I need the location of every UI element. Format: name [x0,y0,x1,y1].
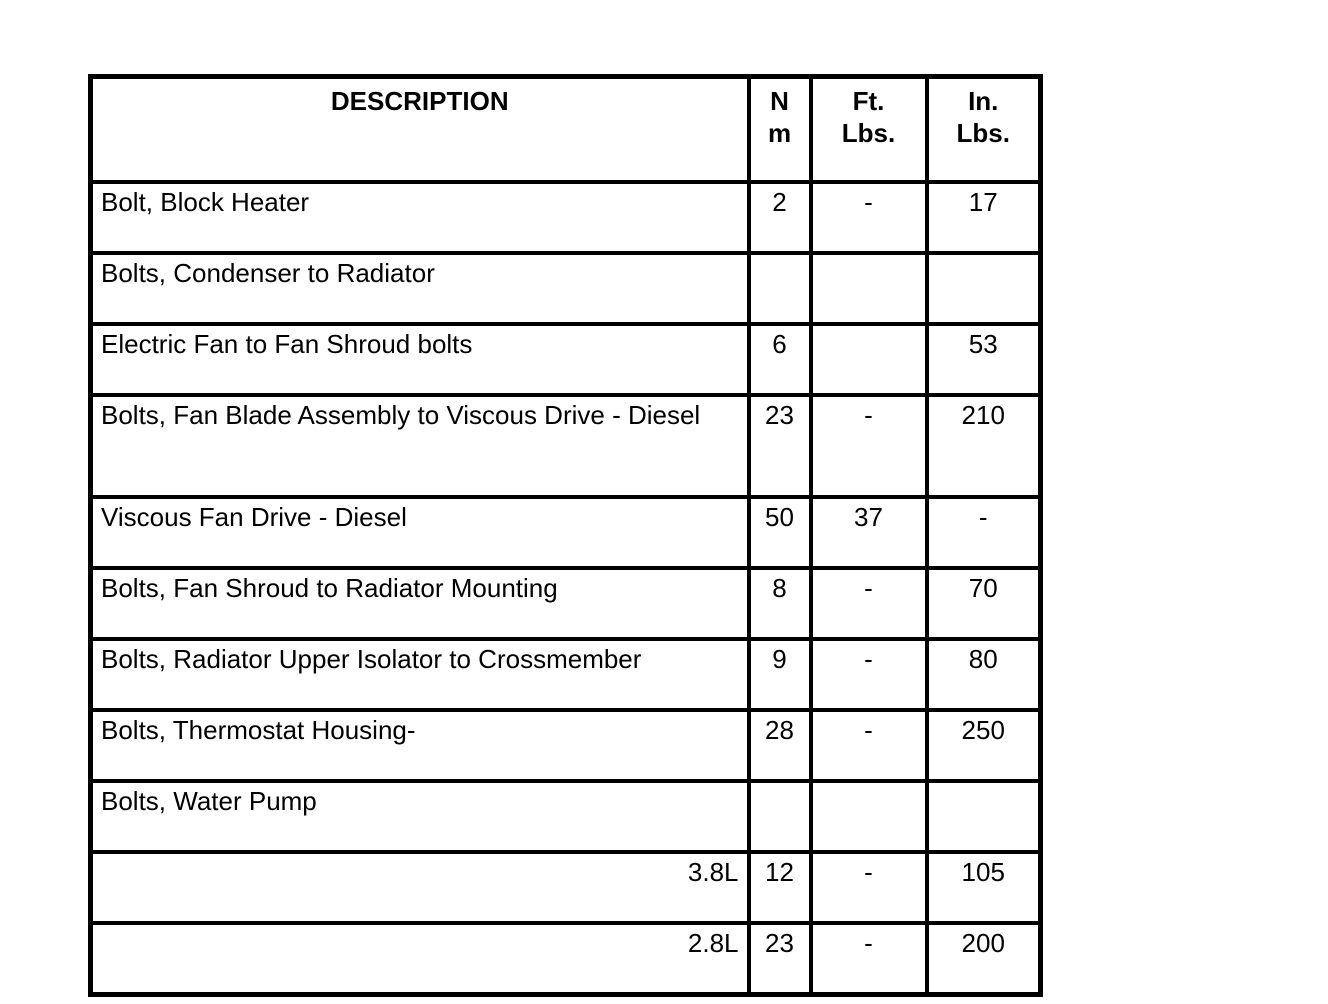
row-in-lbs: 17 [927,182,1041,253]
row-nm [749,781,811,852]
row-ft-lbs: - [811,182,927,253]
row-ft-lbs [811,324,927,395]
row-description: 3.8L [91,852,749,923]
table-row [91,253,1041,324]
row-nm: 2 [749,182,811,253]
row-description: Bolts, Fan Blade Assembly to Viscous Drive - Diesel [91,395,749,497]
row-nm: 23 [749,395,811,497]
row-description: 2.8L [91,923,749,995]
row-in-lbs: 105 [927,852,1041,923]
row-nm [749,253,811,324]
row-ft-lbs: - [811,923,927,995]
row-description: Bolts, Water Pump [91,781,749,852]
row-ft-lbs [811,253,927,324]
row-in-lbs [927,253,1041,324]
header-in-lbs: In. Lbs. [927,77,1041,183]
table-row [91,639,1041,710]
row-nm: 9 [749,639,811,710]
row-ft-lbs: - [811,395,927,497]
row-in-lbs: - [927,497,1041,568]
row-in-lbs: 70 [927,568,1041,639]
row-in-lbs [927,781,1041,852]
row-nm: 12 [749,852,811,923]
row-description: Bolts, Thermostat Housing- [91,710,749,781]
row-description: Bolt, Block Heater [91,182,749,253]
table-row [91,710,1041,781]
table-row [91,182,1041,253]
row-ft-lbs: 37 [811,497,927,568]
row-ft-lbs: - [811,639,927,710]
row-description: Viscous Fan Drive - Diesel [91,497,749,568]
header-ft-lbs: Ft. Lbs. [811,77,927,183]
row-description: Electric Fan to Fan Shroud bolts [91,324,749,395]
row-description: Bolts, Fan Shroud to Radiator Mounting [91,568,749,639]
row-in-lbs: 250 [927,710,1041,781]
row-description: Bolts, Condenser to Radiator [91,253,749,324]
row-nm: 50 [749,497,811,568]
row-ft-lbs [811,781,927,852]
row-ft-lbs: - [811,568,927,639]
table-row [91,395,1041,497]
row-ft-lbs: - [811,710,927,781]
table-row [91,568,1041,639]
torque-spec-table [88,74,1043,997]
row-ft-lbs: - [811,852,927,923]
row-nm: 6 [749,324,811,395]
header-nm: N m [749,77,811,183]
row-in-lbs: 53 [927,324,1041,395]
table-row [91,923,1041,995]
table-row [91,852,1041,923]
table-row [91,781,1041,852]
row-in-lbs: 200 [927,923,1041,995]
row-nm: 28 [749,710,811,781]
row-description: Bolts, Radiator Upper Isolator to Crossmember [91,639,749,710]
header-description: DESCRIPTION [91,77,749,183]
row-nm: 23 [749,923,811,995]
table-row [91,497,1041,568]
row-in-lbs: 80 [927,639,1041,710]
row-nm: 8 [749,568,811,639]
table-row [91,324,1041,395]
header-row [91,77,1041,183]
row-in-lbs: 210 [927,395,1041,497]
